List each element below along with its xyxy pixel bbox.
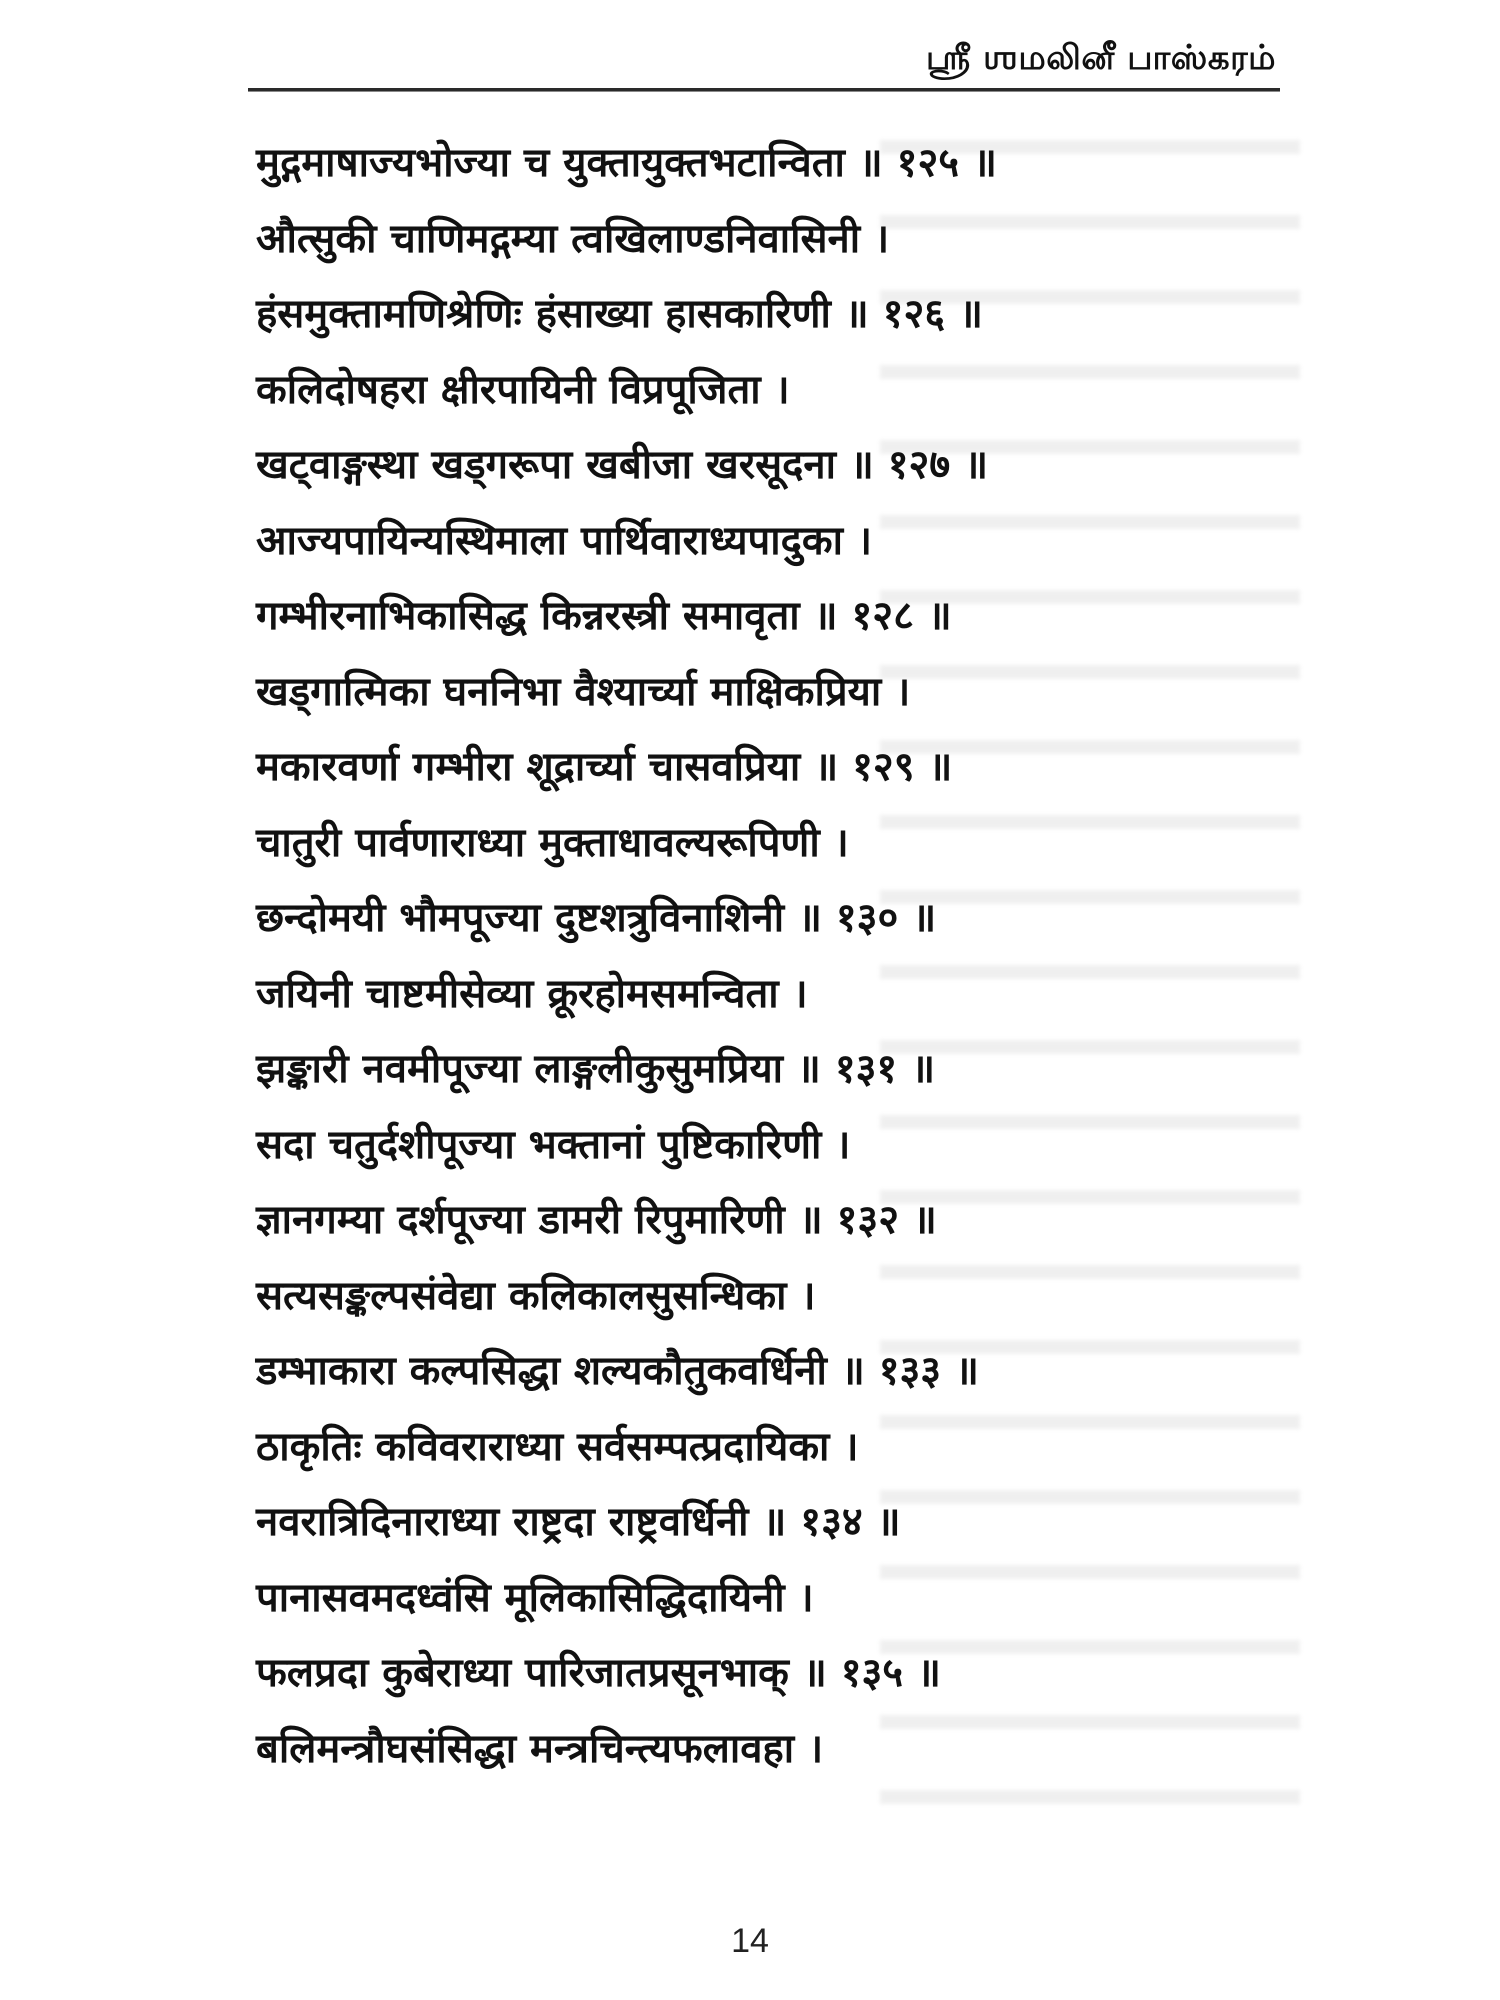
- verse-line: सत्यसङ्कल्पसंवेद्या कलिकालसुसन्धिका ।: [256, 1272, 816, 1319]
- verse-line: फलप्रदा कुबेराध्या पारिजातप्रसूनभाक् ॥ १३५ ॥: [256, 1650, 941, 1696]
- verse-line: मकारवर्णा गम्भीरा शूद्रार्च्या चासवप्रिया ॥ १२९ ॥: [256, 744, 953, 790]
- verse-line: डम्भाकारा कल्पसिद्धा शल्यकौतुकवर्धिनी ॥ १३३ ॥: [256, 1348, 979, 1394]
- verse-line: गम्भीरनाभिकासिद्ध किन्नरस्त्री समावृता ॥ १२८ ॥: [256, 593, 952, 639]
- verse-line: ठाकृतिः कविवराराध्या सर्वसम्पत्प्रदायिका ।: [256, 1423, 859, 1470]
- verse-line: हंसमुक्तामणिश्रेणिः हंसाख्या हासकारिणी ॥ १२६ ॥: [256, 291, 983, 337]
- header-rule: [248, 88, 1280, 92]
- verse-line: औत्सुकी चाणिमद्गम्या त्वखिलाण्डनिवासिनी ।: [256, 215, 890, 262]
- verse-line: झङ्कारी नवमीपूज्या लाङ्गलीकुसुमप्रिया ॥ १३१ ॥: [256, 1046, 936, 1092]
- verse-list: [256, 126, 1256, 1787]
- verse-line: खट्वाङ्गस्था खड्गरूपा खबीजा खरसूदना ॥ १२७ ॥: [256, 442, 989, 488]
- verse-line: छन्दोमयी भौमपूज्या दुष्टशत्रुविनाशिनी ॥ १३० ॥: [256, 895, 937, 941]
- verse-line: मुद्गमाषाज्यभोज्या च युक्तायुक्तभटान्विता ॥ १२५ ॥: [256, 140, 997, 186]
- running-header-title: ஸ்ரீ ஶமலினீ பாஸ்கரம்: [925, 38, 1276, 78]
- verse-line: कलिदोषहरा क्षीरपायिनी विप्रपूजिता ।: [256, 366, 790, 413]
- verse-line: नवरात्रिदिनाराध्या राष्ट्रदा राष्ट्रवर्धिनी ॥ १३४ ॥: [256, 1499, 901, 1545]
- verse-line: जयिनी चाष्टमीसेव्या क्रूरहोमसमन्विता ।: [256, 970, 808, 1017]
- page-number: 14: [731, 1922, 769, 1960]
- verse-line: आज्यपायिन्यस्थिमाला पार्थिवाराध्यपादुका ।: [256, 517, 873, 564]
- verse-line: पानासवमदध्वंसि मूलिकासिद्धिदायिनी ।: [256, 1574, 814, 1621]
- verse-line: खड्गात्मिका घननिभा वैश्यार्च्या माक्षिकप्रिया ।: [256, 668, 911, 715]
- verse-line: सदा चतुर्दशीपूज्या भक्तानां पुष्टिकारिणी ।: [256, 1121, 851, 1168]
- verse-line: ज्ञानगम्या दर्शपूज्या डामरी रिपुमारिणी ॥ १३२ ॥: [256, 1197, 937, 1243]
- verse-line: चातुरी पार्वणाराध्या मुक्ताधावल्यरूपिणी ।: [256, 819, 849, 866]
- verse-line: बलिमन्त्रौघसंसिद्धा मन्त्रचिन्त्यफलावहा ।: [256, 1725, 824, 1772]
